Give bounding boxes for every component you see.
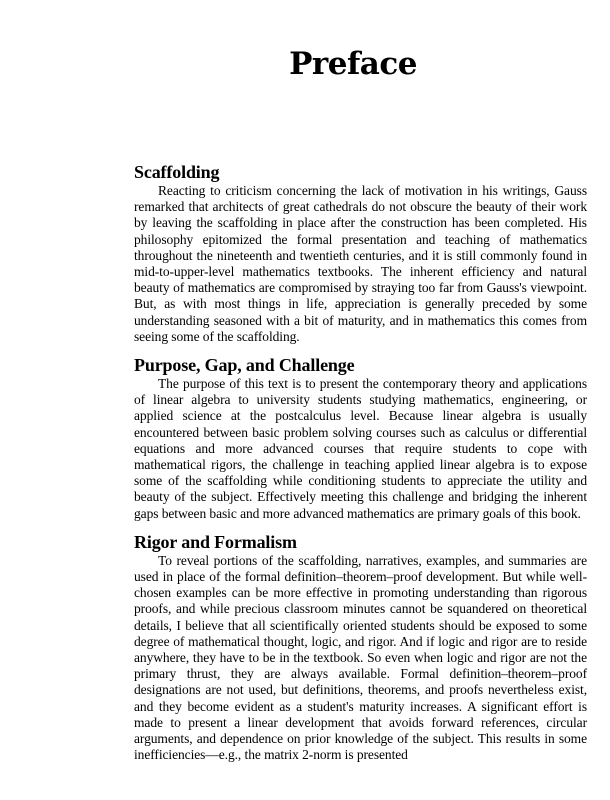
preface-content <box>134 161 587 764</box>
page-title: Preface <box>289 46 417 82</box>
section-rigor-formalism <box>134 531 587 764</box>
section-heading: Scaffolding <box>134 162 220 182</box>
section-heading: Purpose, Gap, and Challenge <box>134 355 355 376</box>
section-paragraph: To reveal portions of the scaffolding, narratives, examples, and summaries are used in place of the formal definition–theorem–proof development. But while well-chosen examples can be more effective in promoting understanding than rigorous proofs, and while precious classroom minutes cannot be squandered on theoretical details, I believe that all scientifically oriented students should be exposed to some degree of mathematical thought, logic, and rigor. And if logic and rigor are to reside anywhere, they have to be in the textbook. So even when logic and rigor are not the primary thrust, they are always available. Formal definition–theorem–proof designations are not used, but definitions, theorems, and proofs nevertheless exist, and they become evident as a student's maturity increases. A significant effort is made to present a linear development that avoids forward references, circular arguments, and dependence on prior knowledge of the subject. This results in some inefficiencies—e.g., the matrix 2-norm is presented <box>134 552 587 763</box>
section-paragraph: Reacting to criticism concerning the lack of motivation in his writings, Gauss remarked that architects of great cathedrals do not obscure the beauty of their work by leaving the scaffolding in place after the construction has been completed. His philosophy epitomized the formal presentation and teaching of mathematics throughout the nineteenth and twentieth centuries, and it is still commonly found in mid-to-upper-level mathematics textbooks. The inherent efficiency and natural beauty of mathematics are compromised by straying too far from Gauss's viewpoint. But, as with most things in life, appreciation is generally preceded by some understanding seasoned with a bit of maturity, and in mathematics this comes from seeing some of the scaffolding. <box>134 183 587 344</box>
section-paragraph: The purpose of this text is to present the contemporary theory and applications of linear algebra to university students studying mathematics, engineering, or applied science at the postcalculus level. Because linear algebra is usually encountered between basic problem solving courses such as calculus or differential equations and more advanced courses that require students to cope with mathematical rigors, the challenge in teaching applied linear algebra is to expose some of the scaffolding while conditioning students to appreciate the utility and beauty of the subject. Effectively meeting this challenge and bridging the inherent gaps between basic and more advanced mathematics are primary goals of this book. <box>134 376 587 521</box>
section-heading: Rigor and Formalism <box>134 531 297 552</box>
section-purpose-gap-challenge <box>134 354 587 522</box>
section-scaffolding <box>134 161 587 345</box>
